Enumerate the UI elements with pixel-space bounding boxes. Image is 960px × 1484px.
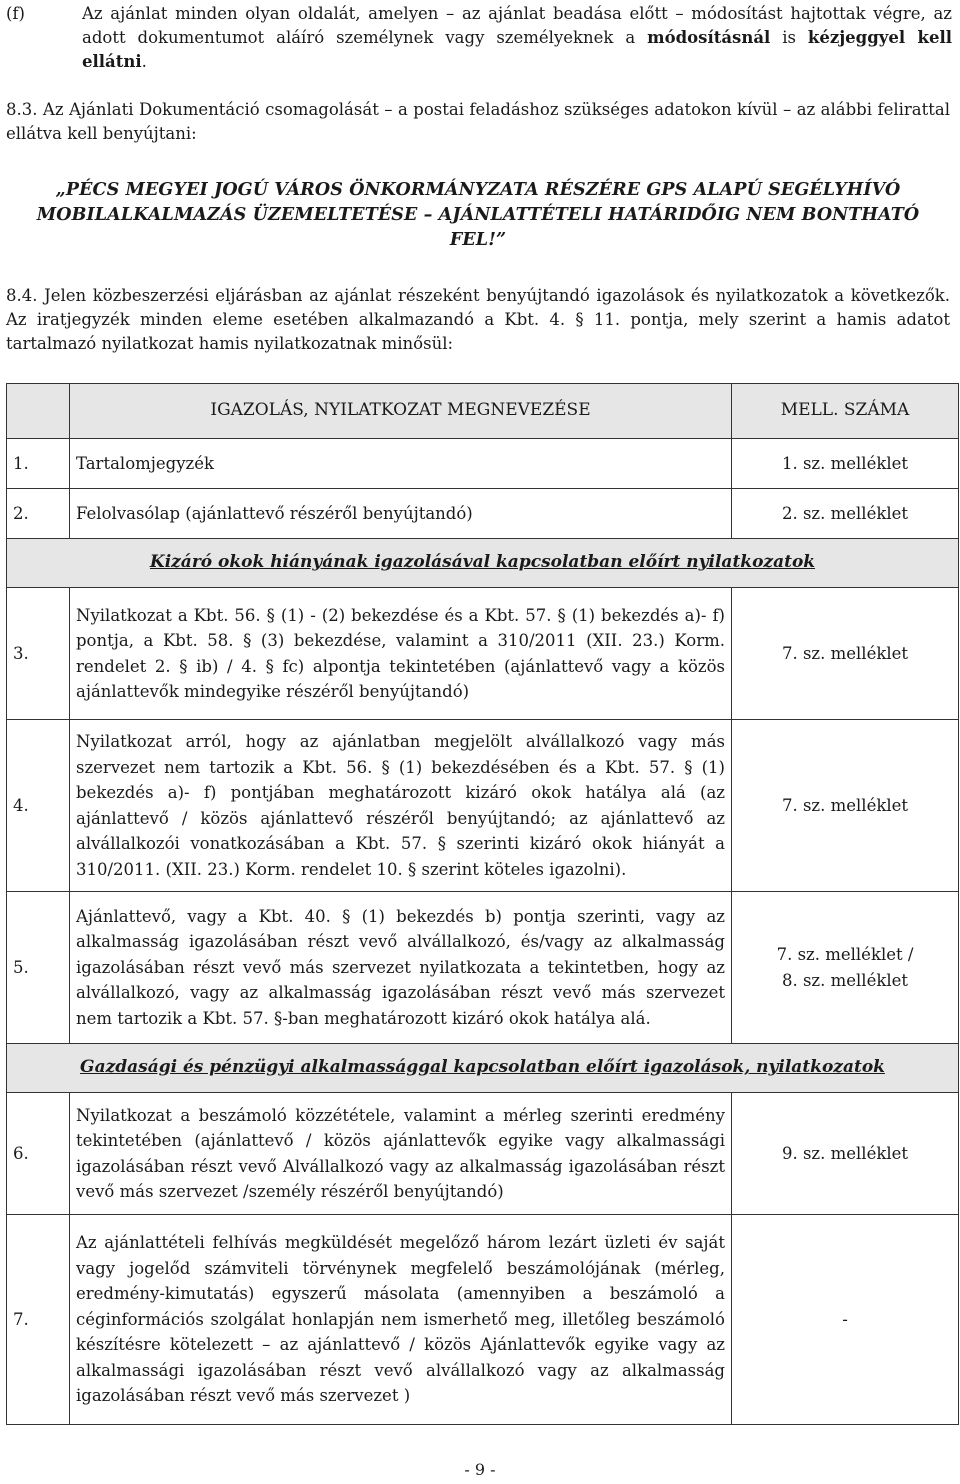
paragraph-8-3: 8.3. Az Ajánlati Dokumentáció csomagolását – a postai feladáshoz szükséges adatokon kívül – az alábbi felirattal ellátva kell benyújtani: [6, 100, 950, 143]
page-number: - 9 - [464, 1460, 496, 1479]
table-row: 4. Nyilatkozat arról, hogy az ajánlatban megjelölt alvállalkozó vagy más szervezet nem tartozik a Kbt. 56. § (1) bekezdésében és a Kbt. 57. § (1) bekezdés a)- f) pontjában meghatározott kizáró okok hatálya alá (az ajánlattevő / közös ajánlattevő részéről benyújtandó; az ajánlattevő az alvállalkozói vonatkozásában a Kbt. 57. § szerinti kizáró okok hiányát a 310/2011. (XII. 23.) Korm. rendelet 10. § szerint köteles igazolni). 7. sz. melléklet [7, 720, 959, 892]
table-row: 7. Az ajánlattételi felhívás megküldését megelőző három lezárt üzleti év saját vagy jogelőd számviteli törvénynek megfelelő beszámolójának (mérleg, eredmény-kimutatás) egyszerű másolata (amennyiben a beszámoló a céginformációs szolgálat honlapján nem ismerhető meg, illetőleg beszámoló készítésre kötelezett – az ajánlattevő / közös Ajánlattevők egyike vagy az alkalmassági igazolásában részt vevő alvállalkozó vagy az alkalmasság igazolásában részt vevő más szervezet ) - [7, 1215, 959, 1425]
table-row: 1. Tartalomjegyzék 1. sz. melléklet [7, 439, 959, 489]
table-row: 3. Nyilatkozat a Kbt. 56. § (1) - (2) bekezdése és a Kbt. 57. § (1) bekezdés a)- f) pontja, a Kbt. 58. § (3) bekezdése, valamint a 310/2011 (XII. 23.) Korm. rendelet 2. § ib) / 4. § fc) alpontja tekintetében (ajánlattevő vagy a közös ajánlattevők mindegyike részéről benyújtandó) 7. sz. melléklet [7, 588, 959, 720]
package-label-notice: „PÉCS MEGYEI JOGÚ VÁROS ÖNKORMÁNYZATA RÉSZÉRE GPS ALAPÚ SEGÉLYHÍVÓ MOBILALKALMAZÁS ÜZEMELTETÉSE – AJÁNLATTÉTELI HATÁRIDŐIG NEM BONTHATÓ FEL!” [36, 180, 920, 250]
paragraph-label: (f) [6, 4, 25, 23]
document-list-table [6, 383, 959, 1425]
header-reference: MELL. SZÁMA [732, 384, 959, 439]
section-title: Gazdasági és pénzügyi alkalmassággal kapcsolatban előírt igazolások, nyilatkozatok [7, 1044, 959, 1093]
section-title: Kizáró okok hiányának igazolásával kapcsolatban előírt nyilatkozatok [7, 539, 959, 588]
header-description: IGAZOLÁS, NYILATKOZAT MEGNEVEZÉSE [70, 384, 732, 439]
table-row: 5. Ajánlattevő, vagy a Kbt. 40. § (1) bekezdés b) pontja szerinti, vagy az alkalmasság igazolásában részt vevő alvállalkozó, és/vagy az alkalmasság igazolásában részt vevő más szervezet nyilatkozata a tekintetben, hogy az alvállalkozó, vagy az alkalmasság igazolásában részt vevő más szervezet nem tartozik a Kbt. 57. §-ban meghatározott kizáró okok hatálya alá. 7. sz. melléklet / 8. sz. melléklet [7, 892, 959, 1044]
table-header-row [7, 384, 959, 439]
paragraph-text: Az ajánlat minden olyan oldalát, amelyen – az ajánlat beadása előtt – módosítást hajtottak végre, az adott dokumentumot aláíró személynek vagy személyeknek a módosításnál is kézjeggyel kell ellátni. [82, 4, 953, 71]
paragraph-8-4: 8.4. Jelen közbeszerzési eljárásban az ajánlat részeként benyújtandó igazolások és nyilatkozatok a következők. Az iratjegyzék minden eleme esetében alkalmazandó a Kbt. 4. § 11. pontja, mely szerint a hamis adatot tartalmazó nyilatkozat hamis nyilatkozatnak minősül: [6, 286, 950, 353]
section-row [7, 1044, 959, 1093]
section-row [7, 539, 959, 588]
table-row: 6. Nyilatkozat a beszámoló közzététele, valamint a mérleg szerinti eredmény tekintetében (ajánlattevő / közös ajánlattevők egyike vagy alkalmassági igazolásában részt vevő Alvállalkozó vagy az alkalmasság igazolásában részt vevő más szervezet /személy részéről benyújtandó) 9. sz. melléklet [7, 1093, 959, 1215]
table-row: 2. Felolvasólap (ajánlattevő részéről benyújtandó) 2. sz. melléklet [7, 489, 959, 539]
